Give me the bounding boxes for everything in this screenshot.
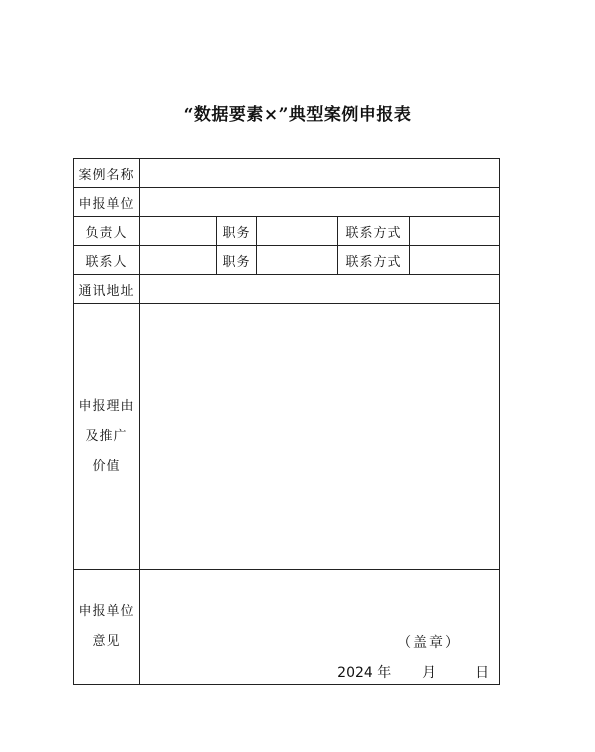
date-day: 日	[475, 665, 490, 681]
case-name-row	[74, 159, 500, 188]
position-field-2[interactable]	[257, 246, 338, 275]
person-in-charge-label: 负责人	[74, 217, 140, 246]
page-title: “数据要素×”典型案例申报表	[183, 105, 412, 125]
position-label-1: 职务	[217, 217, 257, 246]
address-field[interactable]	[140, 275, 500, 304]
seal-text: （盖章）	[397, 635, 462, 651]
contact-method-field-1[interactable]	[410, 217, 500, 246]
reason-row	[74, 304, 500, 570]
contact-person-label: 联系人	[74, 246, 140, 275]
date-month: 月	[422, 665, 437, 681]
reason-field[interactable]	[140, 304, 500, 570]
address-row	[74, 275, 500, 304]
opinion-field[interactable]	[140, 570, 500, 685]
date-year: 2024 年	[337, 665, 392, 681]
opinion-row	[74, 570, 500, 685]
reason-label-line-1: 申报理由	[78, 398, 135, 414]
person-in-charge-field[interactable]	[140, 217, 217, 246]
contact-person-row	[74, 246, 500, 275]
contact-method-label-1: 联系方式	[338, 217, 410, 246]
contact-method-field-2[interactable]	[410, 246, 500, 275]
reason-label	[74, 304, 140, 570]
opinion-label	[74, 570, 140, 685]
applicant-unit-field[interactable]	[140, 188, 500, 217]
person-in-charge-row	[74, 217, 500, 246]
applicant-unit-label: 申报单位	[74, 188, 140, 217]
contact-person-field[interactable]	[140, 246, 217, 275]
position-label-2: 职务	[217, 246, 257, 275]
position-field-1[interactable]	[257, 217, 338, 246]
date-line	[337, 662, 489, 682]
reason-label-line-2: 及推广	[85, 428, 128, 444]
application-form-table	[73, 158, 500, 685]
address-label: 通讯地址	[74, 275, 140, 304]
contact-method-label-2: 联系方式	[338, 246, 410, 275]
reason-label-line-3: 价值	[92, 458, 121, 474]
opinion-label-line-1: 申报单位	[78, 604, 135, 619]
case-name-field[interactable]	[140, 159, 500, 188]
opinion-label-line-2: 意见	[92, 634, 121, 649]
case-name-label: 案例名称	[74, 159, 140, 188]
applicant-unit-row	[74, 188, 500, 217]
